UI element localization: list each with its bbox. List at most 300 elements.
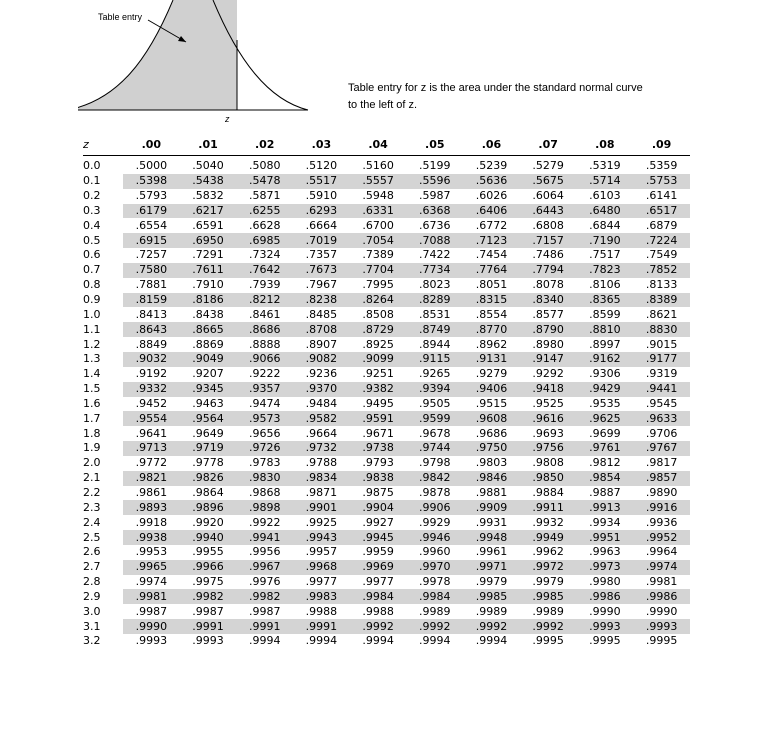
- probability-cell: .9943: [305, 530, 338, 544]
- probability-cell: .6554: [135, 218, 168, 232]
- probability-cell: .8830: [645, 322, 678, 336]
- probability-cell: .6480: [589, 203, 621, 217]
- probability-cell: .9854: [589, 471, 621, 485]
- probability-cell: .9977: [362, 575, 394, 589]
- probability-cell: .9236: [305, 367, 338, 381]
- probability-cell: .9968: [305, 560, 338, 574]
- probability-cell: .9767: [645, 441, 678, 455]
- z-value-cell: 1.6: [83, 396, 101, 410]
- probability-cell: .9279: [475, 367, 508, 381]
- probability-cell: .9977: [305, 575, 338, 589]
- probability-cell: .7704: [362, 263, 394, 277]
- caption-line-2: to the left of z.: [348, 99, 418, 111]
- probability-cell: .7486: [532, 248, 564, 262]
- probability-cell: .6443: [532, 203, 564, 217]
- z-value-cell: 1.5: [83, 382, 123, 397]
- probability-cell: .7054: [362, 233, 394, 247]
- table-row: [83, 204, 690, 219]
- probability-cell: .7910: [192, 278, 224, 292]
- column-header: .01: [198, 137, 218, 151]
- probability-cell: .8907: [305, 337, 338, 351]
- probability-cell: .9441: [645, 382, 678, 396]
- z-value-cell: 2.8: [83, 575, 101, 589]
- probability-cell: .9798: [419, 456, 451, 470]
- probability-cell: .9911: [532, 500, 564, 514]
- table-row: [83, 515, 690, 530]
- probability-cell: .9986: [645, 589, 678, 603]
- probability-cell: .6293: [305, 203, 338, 217]
- probability-cell: .9959: [362, 545, 394, 559]
- table-row: [83, 367, 690, 382]
- probability-cell: .7422: [419, 248, 451, 262]
- table-row: [83, 156, 690, 174]
- probability-cell: .9913: [589, 500, 621, 514]
- probability-cell: .9995: [532, 634, 564, 648]
- probability-cell: .8686: [248, 322, 281, 336]
- probability-cell: .8962: [475, 337, 508, 351]
- table-body: [83, 156, 690, 649]
- z-value-cell: 2.4: [83, 515, 101, 529]
- probability-cell: .7324: [248, 248, 281, 262]
- probability-cell: .8997: [589, 337, 621, 351]
- probability-cell: .9686: [475, 426, 508, 440]
- z-value-cell: 2.9: [83, 589, 123, 604]
- probability-cell: .9382: [362, 382, 394, 396]
- table-row: [83, 278, 690, 293]
- probability-cell: .6103: [589, 189, 621, 203]
- probability-cell: .8925: [362, 337, 394, 351]
- probability-cell: .9974: [135, 575, 168, 589]
- probability-cell: .5478: [248, 174, 281, 188]
- probability-cell: .9207: [192, 367, 224, 381]
- probability-cell: .9664: [305, 426, 338, 440]
- table-row: [83, 189, 690, 204]
- probability-cell: .9922: [248, 515, 281, 529]
- probability-cell: .5636: [475, 174, 508, 188]
- probability-cell: .9162: [589, 352, 621, 366]
- probability-cell: .9970: [419, 560, 451, 574]
- probability-cell: .7088: [419, 233, 451, 247]
- probability-cell: .9868: [248, 485, 281, 499]
- probability-cell: .9982: [192, 589, 224, 603]
- probability-cell: .9495: [362, 396, 394, 410]
- probability-cell: .9015: [645, 337, 678, 351]
- probability-cell: .7794: [532, 263, 564, 277]
- probability-cell: .9993: [192, 634, 224, 648]
- probability-cell: .5793: [135, 189, 168, 203]
- z-value-cell: 0.3: [83, 204, 123, 219]
- probability-cell: .9842: [419, 471, 451, 485]
- probability-cell: .8790: [532, 322, 564, 336]
- probability-cell: .9793: [362, 456, 394, 470]
- probability-cell: .6985: [248, 233, 281, 247]
- probability-cell: .7389: [362, 248, 394, 262]
- probability-cell: .9994: [475, 634, 508, 648]
- probability-cell: .9965: [135, 560, 168, 574]
- probability-cell: .5948: [362, 189, 394, 203]
- probability-cell: .9726: [248, 441, 281, 455]
- probability-cell: .9582: [305, 411, 338, 425]
- probability-cell: .8078: [532, 278, 564, 292]
- probability-cell: .9625: [589, 411, 621, 425]
- probability-cell: .7257: [135, 248, 168, 262]
- probability-cell: .9898: [248, 500, 281, 514]
- probability-cell: .8315: [475, 293, 508, 307]
- probability-cell: .7642: [248, 263, 281, 277]
- probability-cell: .9599: [419, 411, 451, 425]
- probability-cell: .9803: [475, 456, 508, 470]
- probability-cell: .9971: [475, 560, 508, 574]
- probability-cell: .9554: [135, 411, 168, 425]
- probability-cell: .9979: [475, 575, 508, 589]
- probability-cell: .9985: [532, 589, 564, 603]
- column-header: .02: [254, 137, 275, 151]
- z-table: [83, 133, 690, 649]
- probability-cell: .9850: [532, 471, 564, 485]
- probability-cell: .9987: [135, 604, 168, 618]
- probability-cell: .9115: [419, 352, 451, 366]
- probability-cell: .9993: [645, 619, 678, 633]
- probability-cell: .6517: [645, 203, 678, 217]
- probability-cell: .9049: [192, 352, 224, 366]
- probability-cell: .9949: [532, 530, 564, 544]
- z-value-cell: 2.6: [83, 545, 101, 559]
- probability-cell: .5080: [248, 159, 281, 173]
- z-value-cell: 2.1: [83, 471, 123, 486]
- probability-cell: .9778: [192, 456, 224, 470]
- probability-cell: .9989: [419, 604, 451, 618]
- probability-cell: .9319: [645, 367, 678, 381]
- probability-cell: .9564: [192, 411, 224, 425]
- probability-cell: .9306: [589, 367, 621, 381]
- probability-cell: .8485: [305, 307, 338, 321]
- probability-cell: .7291: [192, 248, 224, 262]
- probability-cell: .9991: [192, 619, 224, 633]
- table-row: [83, 293, 690, 308]
- probability-cell: .8869: [192, 337, 224, 351]
- z-value-cell: 2.3: [83, 500, 123, 515]
- probability-cell: .9972: [532, 560, 564, 574]
- probability-cell: .9032: [135, 352, 168, 366]
- probability-cell: .9994: [248, 634, 281, 648]
- probability-cell: .9812: [589, 456, 621, 470]
- table-caption: [348, 80, 708, 114]
- probability-cell: .8665: [192, 322, 224, 336]
- probability-cell: .9452: [135, 396, 168, 410]
- probability-cell: .8621: [645, 307, 678, 321]
- z-value-cell: 2.2: [83, 485, 101, 499]
- probability-cell: .8051: [475, 278, 508, 292]
- probability-cell: .9893: [135, 500, 168, 514]
- table-row: [83, 426, 690, 441]
- probability-cell: .9671: [362, 426, 394, 440]
- probability-cell: .6664: [305, 218, 338, 232]
- probability-cell: .8389: [645, 293, 678, 307]
- table-row: [83, 263, 690, 278]
- probability-cell: .7881: [135, 278, 168, 292]
- normal-curve-figure: [78, 0, 318, 125]
- probability-cell: .9896: [192, 500, 224, 514]
- probability-cell: .5517: [305, 174, 338, 188]
- probability-cell: .9984: [419, 589, 451, 603]
- probability-cell: .6591: [192, 218, 224, 232]
- z-value-cell: 2.0: [83, 456, 101, 470]
- table-row: [83, 560, 690, 575]
- probability-cell: .7357: [305, 248, 338, 262]
- probability-cell: .9633: [645, 411, 678, 425]
- z-value-cell: 3.0: [83, 604, 101, 618]
- probability-cell: .9929: [419, 515, 451, 529]
- probability-cell: .9994: [305, 634, 338, 648]
- probability-cell: .9591: [362, 411, 394, 425]
- z-value-cell: 3.2: [83, 634, 101, 648]
- probability-cell: .9761: [589, 441, 621, 455]
- probability-cell: .9846: [475, 471, 508, 485]
- table-entry-label: Table entry: [98, 12, 143, 22]
- probability-cell: .9979: [532, 575, 564, 589]
- probability-cell: .9370: [305, 382, 338, 396]
- probability-cell: .9973: [589, 560, 621, 574]
- probability-cell: .9693: [532, 426, 564, 440]
- probability-cell: .8238: [305, 293, 338, 307]
- z-value-cell: 2.7: [83, 560, 123, 575]
- probability-cell: .9992: [419, 619, 451, 633]
- probability-cell: .9099: [362, 352, 394, 366]
- table-row: [83, 471, 690, 486]
- probability-cell: .9984: [362, 589, 394, 603]
- probability-cell: .9515: [475, 396, 508, 410]
- probability-cell: .7764: [475, 263, 508, 277]
- probability-cell: .8944: [419, 337, 451, 351]
- probability-cell: .9834: [305, 471, 338, 485]
- table-row: [83, 545, 690, 560]
- probability-cell: .5160: [362, 159, 394, 173]
- probability-cell: .9699: [589, 426, 621, 440]
- probability-cell: .9934: [589, 515, 621, 529]
- probability-cell: .6628: [248, 218, 281, 232]
- probability-cell: .7939: [248, 278, 281, 292]
- z-value-cell: 0.0: [83, 159, 101, 173]
- probability-cell: .5279: [532, 159, 564, 173]
- probability-cell: .9978: [419, 575, 451, 589]
- table-row: [83, 322, 690, 337]
- probability-cell: .8770: [475, 322, 508, 336]
- probability-cell: .8849: [135, 337, 168, 351]
- probability-cell: .6772: [475, 218, 508, 232]
- probability-cell: .9875: [362, 485, 394, 499]
- probability-cell: .9713: [135, 441, 168, 455]
- table-row: [83, 248, 690, 263]
- probability-cell: .9953: [135, 545, 168, 559]
- z-value-cell: 1.1: [83, 322, 123, 337]
- column-header: .07: [538, 137, 558, 151]
- probability-cell: .5714: [589, 174, 621, 188]
- probability-cell: .5871: [248, 189, 281, 203]
- probability-cell: .9884: [532, 485, 564, 499]
- probability-cell: .7157: [532, 233, 564, 247]
- probability-cell: .9956: [248, 545, 281, 559]
- table-row: [83, 634, 690, 649]
- column-header: .06: [481, 137, 502, 151]
- probability-cell: .8264: [362, 293, 394, 307]
- probability-cell: .7673: [305, 263, 338, 277]
- probability-cell: .9940: [192, 530, 224, 544]
- z-value-cell: 1.7: [83, 411, 123, 426]
- z-value-cell: 0.5: [83, 233, 123, 248]
- probability-cell: .7123: [475, 233, 508, 247]
- probability-cell: .9948: [475, 530, 508, 544]
- probability-cell: .9750: [475, 441, 508, 455]
- probability-cell: .9963: [589, 545, 621, 559]
- probability-cell: .9906: [419, 500, 451, 514]
- probability-cell: .9986: [589, 589, 621, 603]
- probability-cell: .9916: [645, 500, 678, 514]
- probability-cell: .9394: [419, 382, 451, 396]
- probability-cell: .9904: [362, 500, 394, 514]
- probability-cell: .9292: [532, 367, 564, 381]
- probability-cell: .9484: [305, 396, 338, 410]
- probability-cell: .9991: [248, 619, 281, 633]
- probability-cell: .9964: [645, 545, 678, 559]
- z-value-cell: 3.1: [83, 619, 123, 634]
- probability-cell: .8365: [589, 293, 621, 307]
- probability-cell: .9608: [475, 411, 508, 425]
- z-value-cell: 2.5: [83, 530, 123, 545]
- probability-cell: .8159: [135, 293, 168, 307]
- probability-cell: .9066: [248, 352, 281, 366]
- probability-cell: .5239: [475, 159, 508, 173]
- column-header: .08: [595, 137, 615, 151]
- probability-cell: .5596: [419, 174, 451, 188]
- probability-cell: .7852: [645, 263, 678, 277]
- probability-cell: .8413: [135, 307, 168, 321]
- probability-cell: .9987: [248, 604, 281, 618]
- table-row: [83, 441, 690, 456]
- probability-cell: .9357: [248, 382, 281, 396]
- probability-cell: .9969: [362, 560, 394, 574]
- probability-cell: .9345: [192, 382, 224, 396]
- probability-cell: .6844: [589, 218, 621, 232]
- probability-cell: .8810: [589, 322, 621, 336]
- probability-cell: .9990: [645, 604, 678, 618]
- table-row: [83, 411, 690, 426]
- probability-cell: .9738: [362, 441, 394, 455]
- table-row: [83, 382, 690, 397]
- probability-cell: .9909: [475, 500, 508, 514]
- probability-cell: .8461: [248, 307, 281, 321]
- probability-cell: .9962: [532, 545, 564, 559]
- probability-cell: .6950: [192, 233, 224, 247]
- probability-cell: .9656: [248, 426, 281, 440]
- probability-cell: .9332: [135, 382, 168, 396]
- probability-cell: .9992: [362, 619, 394, 633]
- probability-cell: .9706: [645, 426, 678, 440]
- probability-cell: .9946: [419, 530, 451, 544]
- z-value-cell: 0.7: [83, 263, 123, 278]
- probability-cell: .9982: [248, 589, 281, 603]
- z-value-cell: 1.4: [83, 367, 101, 381]
- table-row: [83, 397, 690, 412]
- table-row: [83, 604, 690, 619]
- probability-cell: .8340: [532, 293, 564, 307]
- probability-cell: .8749: [419, 322, 451, 336]
- probability-cell: .8133: [645, 278, 678, 292]
- probability-cell: .9966: [192, 560, 224, 574]
- probability-cell: .9857: [645, 471, 678, 485]
- probability-cell: .9952: [645, 530, 678, 544]
- z-value-cell: 1.9: [83, 441, 123, 456]
- table-row: [83, 174, 690, 189]
- probability-cell: .9744: [419, 441, 451, 455]
- probability-cell: .7454: [475, 248, 508, 262]
- probability-cell: .9981: [135, 589, 168, 603]
- table-row: [83, 352, 690, 367]
- probability-cell: .5557: [362, 174, 394, 188]
- probability-cell: .9995: [645, 634, 678, 648]
- probability-cell: .9830: [248, 471, 281, 485]
- table-row: [83, 575, 690, 590]
- probability-cell: .8438: [192, 307, 224, 321]
- probability-cell: .8531: [419, 307, 451, 321]
- probability-cell: .9756: [532, 441, 564, 455]
- probability-cell: .9082: [305, 352, 338, 366]
- probability-cell: .9864: [192, 485, 224, 499]
- probability-cell: .7190: [589, 233, 621, 247]
- table-row: [83, 337, 690, 352]
- probability-cell: .6217: [192, 203, 224, 217]
- probability-cell: .6179: [135, 203, 168, 217]
- probability-cell: .9783: [248, 456, 281, 470]
- z-column-header: z: [83, 137, 89, 151]
- probability-cell: .5987: [419, 189, 451, 203]
- probability-cell: .7823: [589, 263, 621, 277]
- probability-cell: .9955: [192, 545, 224, 559]
- probability-cell: .9406: [475, 382, 508, 396]
- probability-cell: .9941: [248, 530, 281, 544]
- probability-cell: .9474: [248, 396, 281, 410]
- probability-cell: .5753: [645, 174, 678, 188]
- probability-cell: .9960: [419, 545, 451, 559]
- probability-cell: .9976: [248, 575, 281, 589]
- probability-cell: .9890: [645, 485, 678, 499]
- probability-cell: .9808: [532, 456, 564, 470]
- z-value-cell: 0.1: [83, 174, 123, 189]
- probability-cell: .9429: [589, 382, 621, 396]
- probability-cell: .5398: [135, 174, 168, 188]
- probability-cell: .7517: [589, 248, 621, 262]
- table-row: [83, 530, 690, 545]
- probability-cell: .9945: [362, 530, 394, 544]
- probability-cell: .9990: [135, 619, 168, 633]
- probability-cell: .8980: [532, 337, 564, 351]
- probability-cell: .7019: [305, 233, 338, 247]
- probability-cell: .9719: [192, 441, 224, 455]
- column-header: .05: [425, 137, 445, 151]
- probability-cell: .6368: [419, 203, 451, 217]
- probability-cell: .7224: [645, 233, 678, 247]
- probability-cell: .9990: [589, 604, 621, 618]
- column-header: .04: [368, 137, 388, 151]
- probability-cell: .6064: [532, 189, 564, 203]
- probability-cell: .8577: [532, 307, 564, 321]
- probability-cell: .5000: [135, 159, 168, 173]
- probability-cell: .9887: [589, 485, 621, 499]
- table-row: [83, 218, 690, 233]
- probability-cell: .7611: [192, 263, 224, 277]
- table-row: [83, 589, 690, 604]
- probability-cell: .9505: [419, 396, 451, 410]
- probability-cell: .9525: [532, 396, 564, 410]
